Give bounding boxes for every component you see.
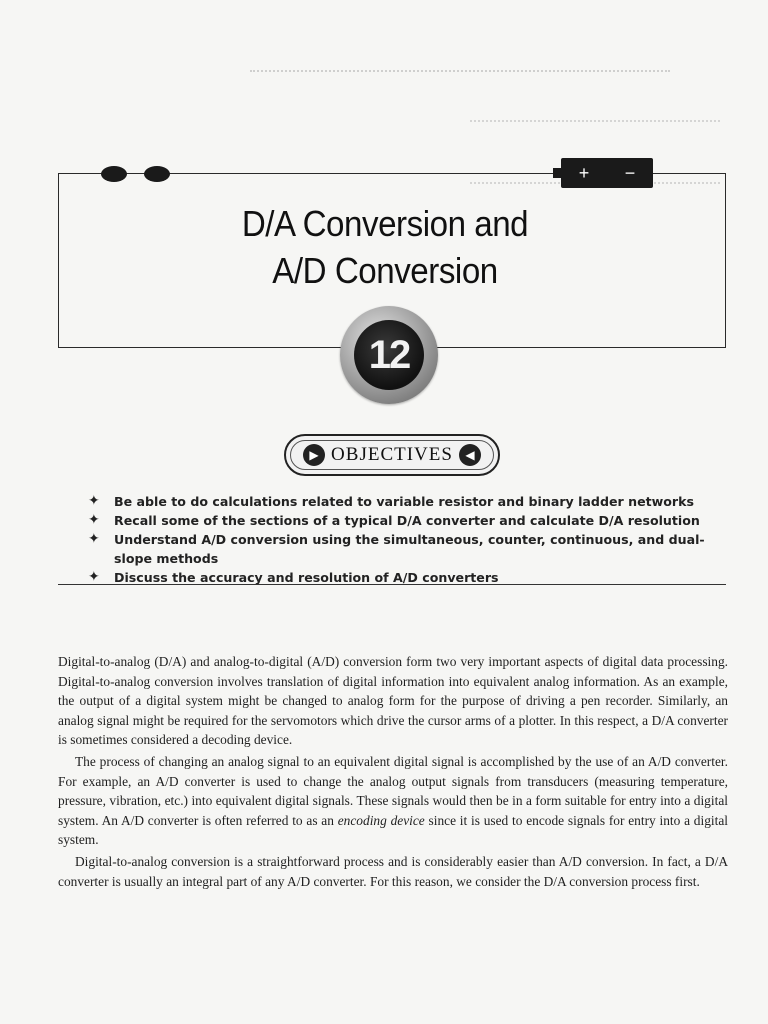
objectives-banner — [284, 434, 500, 476]
body-text: The process of changing an analog signal to an equivalent digital signal is accomplished by the use of an A/D converter. For example, an A/D converter is used to change the analog output signals from transducers (measuring temperature, pressure, vibration, etc.) into equivalent digital signals. These signals would then be in a form suitable for entry into a digital system. An A/D converter is often referred to as an — [58, 753, 728, 828]
objectives-list — [88, 492, 708, 587]
body-paragraph: Digital-to-analog (D/A) and analog-to-digital (A/D) conversion form two very important aspects of digital data processing. Digital-to-analog conversion involves translation of digital information into equivalent analog information. As an example, the output of a digital system might be changed to analog form for the purpose of driving a pen recorder. Similarly, an analog signal might be required for the servomotors which drive the cursor arms of a plotter. In this respect, a D/A converter is sometimes considered a decoding device. — [58, 654, 728, 748]
objective-text: Understand A/D conversion using the simultaneous, counter, continuous, and dual-slope methods — [114, 532, 705, 566]
objective-text: Recall some of the sections of a typical D/A converter and calculate D/A resolution — [114, 513, 700, 528]
wire-terminal-icon — [144, 166, 170, 182]
chapter-number: 12 — [354, 320, 424, 390]
objective-text: Discuss the accuracy and resolution of A/D converters — [114, 570, 499, 585]
battery-minus: − — [624, 162, 636, 183]
chapter-title-line2: A/D Conversion — [272, 250, 498, 291]
chapter-title-line1: D/A Conversion and — [241, 203, 529, 244]
objective-item — [88, 511, 708, 530]
objectives-heading: OBJECTIVES — [331, 444, 453, 465]
play-right-icon: ▶ — [303, 444, 325, 466]
bleed-through-text — [250, 70, 670, 80]
play-left-icon: ◀ — [459, 444, 481, 466]
emphasis-term: encoding device — [337, 812, 425, 828]
battery-plus: + — [578, 162, 590, 183]
body-text: since it is used to encode signals for entry into a digital system. — [58, 812, 729, 848]
star-bullet-icon: ✦ — [88, 493, 100, 509]
chapter-number-badge — [340, 306, 438, 404]
chapter-title — [187, 200, 583, 294]
star-bullet-icon: ✦ — [88, 569, 100, 585]
section-divider — [58, 584, 726, 585]
objective-item — [88, 530, 708, 568]
chapter-introduction — [58, 652, 728, 893]
star-bullet-icon: ✦ — [88, 531, 100, 547]
star-bullet-icon: ✦ — [88, 512, 100, 528]
objective-item — [88, 492, 708, 511]
objective-text: Be able to do calculations related to variable resistor and binary ladder networks — [114, 494, 694, 509]
body-paragraph — [58, 752, 728, 850]
body-paragraph: Digital-to-analog conversion is a straightforward process and is considerably easier than A/D conversion. In fact, a D/A converter is usually an integral part of any A/D converter. For this reason, we consider the D/A conversion process first. — [58, 853, 728, 889]
wire-terminal-icon — [101, 166, 127, 182]
battery-icon — [561, 158, 653, 188]
